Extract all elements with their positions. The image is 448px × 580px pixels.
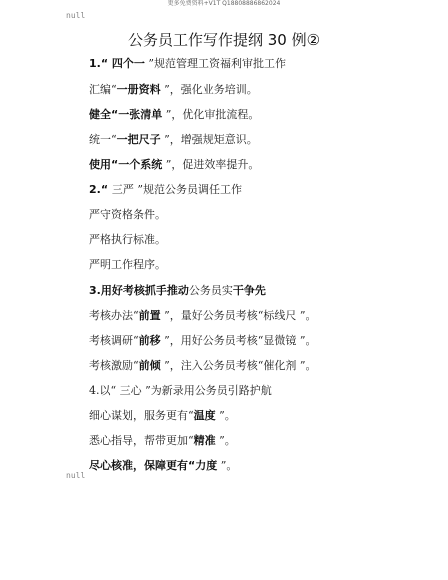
body-line bbox=[89, 257, 166, 273]
text-segment: 使用“ bbox=[89, 158, 119, 171]
text-segment: 公 bbox=[188, 284, 200, 297]
text-segment: 考核激励“ bbox=[89, 359, 139, 372]
text-segment: 三严 bbox=[111, 183, 134, 196]
body-line bbox=[89, 232, 166, 248]
text-segment: 一把尺子 bbox=[116, 133, 161, 146]
text-segment: 严明工作程序。 bbox=[89, 258, 166, 271]
text-segment: 4.以“ 三心 ”为新录用公务员引路护航 bbox=[89, 384, 272, 397]
body-line bbox=[89, 458, 237, 474]
text-segment: ”。 bbox=[215, 409, 236, 422]
text-segment: 务员实 bbox=[199, 284, 233, 297]
text-segment: 前置 bbox=[138, 309, 161, 322]
text-segment: 严格执行标准。 bbox=[89, 233, 166, 246]
text-segment: 力度 bbox=[195, 459, 218, 472]
text-segment: 细心谋划，服务更有“ bbox=[89, 409, 194, 422]
text-segment: 3.用好考核抓手推动 bbox=[89, 284, 189, 297]
section-heading bbox=[89, 383, 272, 399]
text-segment: 健全“ bbox=[89, 108, 119, 121]
text-segment: 一张清单 bbox=[118, 108, 163, 121]
text-segment: 悉心指导，帮带更加“ bbox=[89, 434, 194, 447]
text-segment: ”。 bbox=[217, 459, 238, 472]
body-line bbox=[89, 333, 317, 349]
text-segment: ”，优化审批流程。 bbox=[162, 108, 260, 121]
text-segment: 2.“ bbox=[89, 183, 112, 196]
body-line bbox=[89, 82, 258, 98]
body-line bbox=[89, 358, 317, 374]
text-segment: 考核办法“ bbox=[89, 309, 139, 322]
text-segment: ”。 bbox=[215, 434, 236, 447]
text-segment: 前移 bbox=[138, 334, 161, 347]
body-line bbox=[89, 433, 236, 449]
text-segment: 考核调研“ bbox=[89, 334, 139, 347]
text-segment: 统一“ bbox=[89, 133, 117, 146]
text-segment: ”，促进效率提升。 bbox=[162, 158, 260, 171]
text-segment: 温度 bbox=[193, 409, 216, 422]
text-segment: 严守资格条件。 bbox=[89, 208, 166, 221]
text-segment: 一个系统 bbox=[118, 158, 163, 171]
body-line bbox=[89, 107, 259, 123]
text-segment: 尽心核准，保障更有“ bbox=[89, 459, 196, 472]
text-segment: 汇编“ bbox=[89, 83, 117, 96]
text-segment: ”，注入公务员考核“催化剂 ”。 bbox=[160, 359, 317, 372]
text-segment: 干争先 bbox=[232, 284, 266, 297]
text-segment: 四个一 bbox=[111, 57, 145, 70]
text-segment: ”规范公务员调任工作 bbox=[133, 183, 243, 196]
text-segment: 1.“ bbox=[89, 57, 112, 70]
text-segment: 一册资料 bbox=[116, 83, 161, 96]
body-line bbox=[89, 207, 166, 223]
text-segment: ”，量好公务员考核“标线尺 ”。 bbox=[160, 309, 317, 322]
text-segment: ”规范管理工资福利审批工作 bbox=[144, 57, 287, 70]
section-heading bbox=[89, 283, 266, 299]
body-line bbox=[89, 132, 258, 148]
null-marker-bottom: null bbox=[66, 471, 86, 480]
document-title: 公务员工作写作提纲 30 例② bbox=[127, 31, 321, 49]
text-segment: ”，增强规矩意识。 bbox=[160, 133, 258, 146]
text-segment: ”，强化业务培训。 bbox=[160, 83, 258, 96]
body-line bbox=[89, 408, 236, 424]
section-heading bbox=[89, 182, 242, 198]
text-segment: 前倾 bbox=[138, 359, 161, 372]
text-segment: ”，用好公务员考核“显微镜 ”。 bbox=[160, 334, 317, 347]
text-segment: 精准 bbox=[193, 434, 216, 447]
top-banner: 更多免费资料+V1T Q18808886862024 bbox=[167, 0, 281, 7]
section-heading bbox=[89, 56, 286, 72]
body-line bbox=[89, 157, 259, 173]
body-line bbox=[89, 308, 317, 324]
null-marker-top: null bbox=[66, 11, 86, 20]
